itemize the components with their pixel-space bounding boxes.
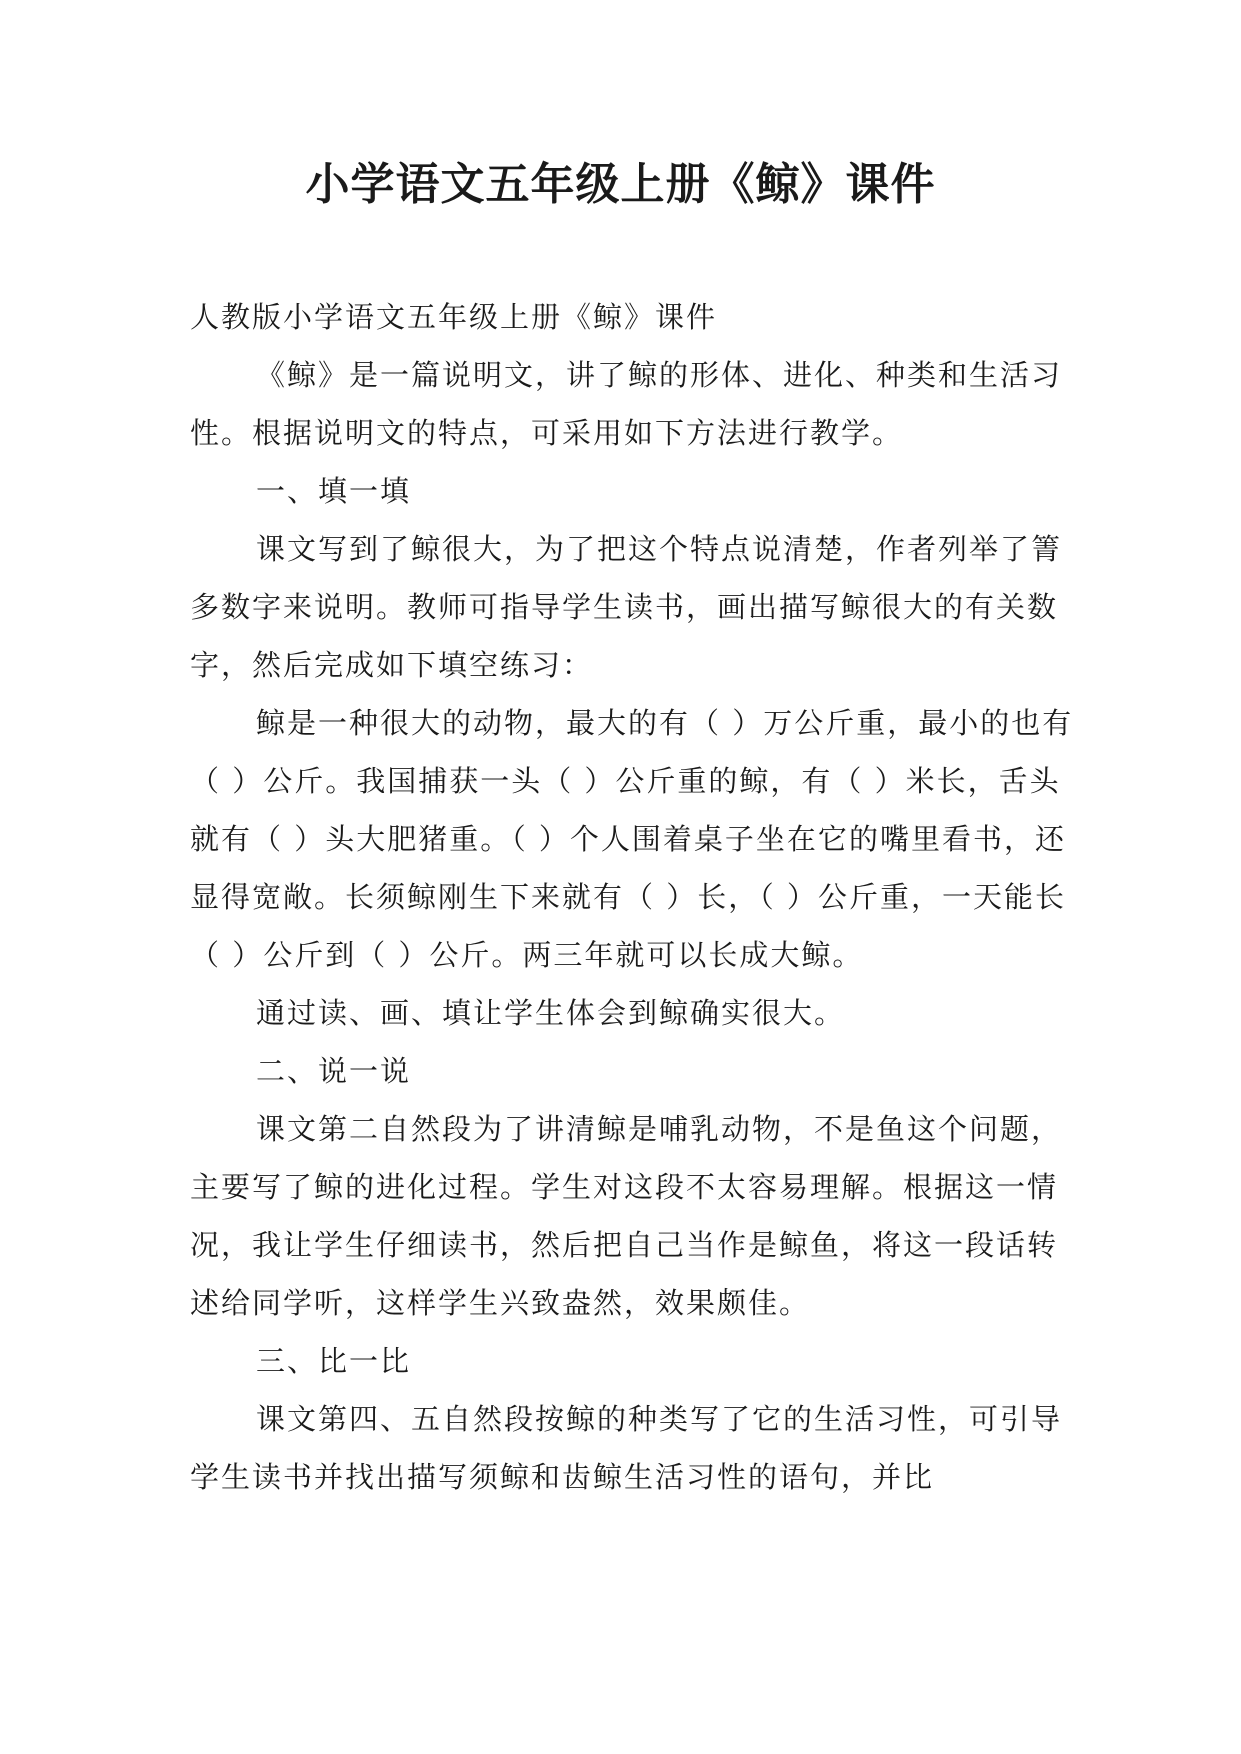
paragraph-intro: 《鲸》是一篇说明文，讲了鲸的形体、进化、种类和生活习性。根据说明文的特点，可采用如下方法进行教学。: [190, 358, 1063, 450]
paragraph-compare: 课文第四、五自然段按鲸的种类写了它的生活习性，可引导学生读书并找出描写须鲸和齿鲸生活习性的语句，并比: [190, 1402, 1063, 1494]
paragraph-fill-summary: 通过读、画、填让学生体会到鲸确实很大。: [256, 996, 846, 1030]
section-heading-fill: 一、填一填: [256, 474, 412, 508]
paragraph-subtitle: 人教版小学语文五年级上册《鲸》课件: [190, 300, 718, 334]
document-title: 小学语文五年级上册《鲸》课件: [305, 159, 936, 210]
document-body: [190, 288, 1080, 1506]
section-heading-compare: 三、比一比: [256, 1344, 412, 1378]
paragraph-fill-exercise: 鲸是一种很大的动物，最大的有（ ）万公斤重，最小的也有（ ）公斤。我国捕获一头（ ）公斤重的鲸，有（ ）米长，舌头就有（ ）头大肥猪重。（ ）个人围着桌子坐在它的嘴里看书，还显得宽敞。长须鲸刚生下来就有（ ）长，（ ）公斤重，一天能长（ ）公斤到（ ）公斤。两三年就可以长成大鲸。: [190, 706, 1074, 972]
paragraph-speak: 课文第二自然段为了讲清鲸是哺乳动物，不是鱼这个问题，主要写了鲸的进化过程。学生对这段不太容易理解。根据这一情况，我让学生仔细读书，然后把自己当作是鲸鱼，将这一段话转述给同学听，这样学生兴致盎然，效果颇佳。: [190, 1112, 1063, 1320]
paragraph-fill-description: 课文写到了鲸很大，为了把这个特点说清楚，作者列举了箐多数字来说明。教师可指导学生读书，画出描写鲸很大的有关数字，然后完成如下填空练习：: [190, 532, 1063, 682]
section-heading-speak: 二、说一说: [256, 1054, 412, 1088]
